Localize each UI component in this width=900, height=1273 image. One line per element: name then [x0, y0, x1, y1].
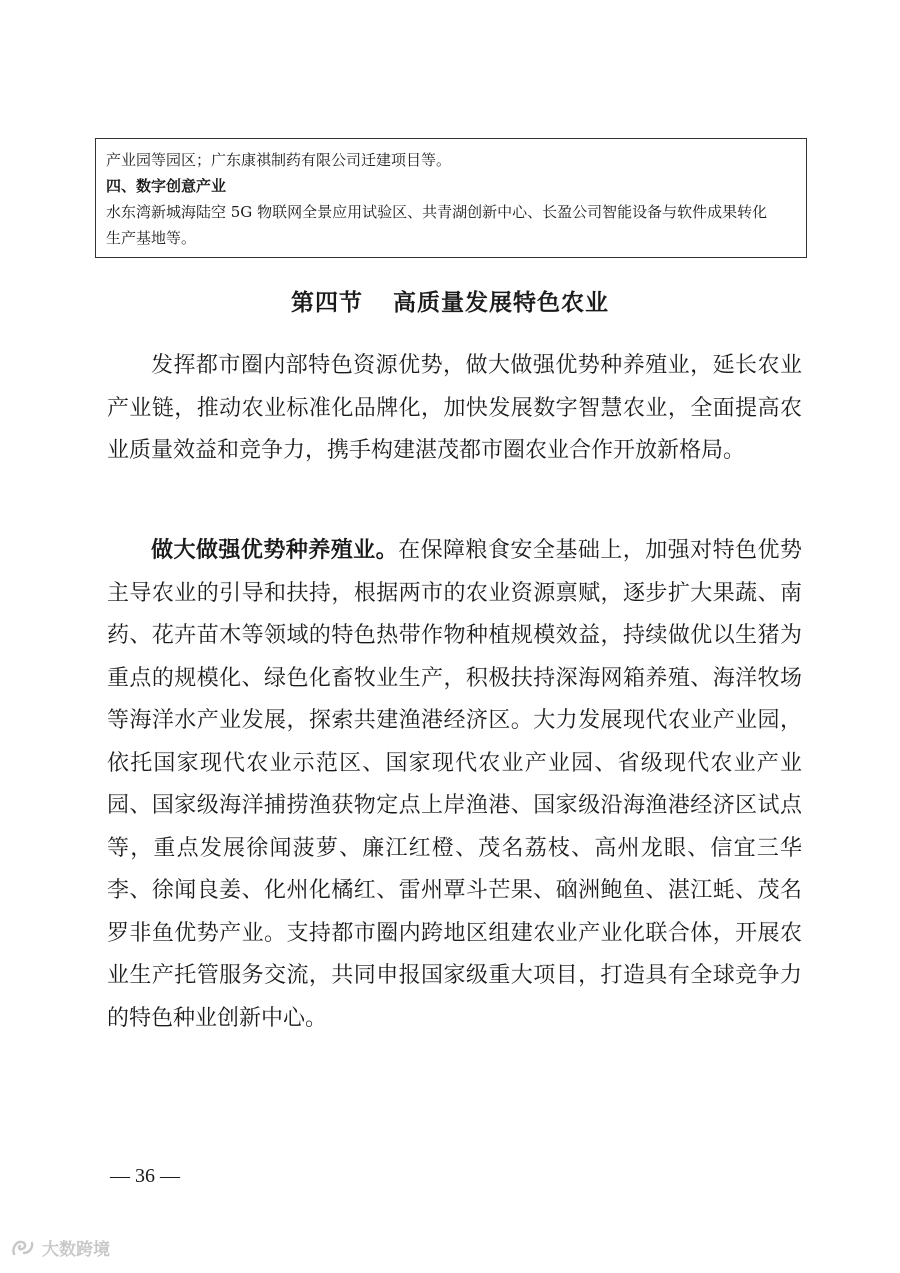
watermark-text: 大数跨境 [42, 1240, 110, 1260]
box-heading: 四、数字创意产业 [106, 177, 227, 195]
page-number: — 36 — [110, 1165, 180, 1187]
section-number: 第四节 [291, 290, 363, 316]
body-paragraph: 发挥都市圈内部特色资源优势，做大做强优势种养殖业，延长农业产业链，推动农业标准化品牌化，加快发展数字智慧农业，全面提高农业质量效益和竞争力，携手构建湛茂都市圈农业合作开放新格局。 [107, 353, 802, 463]
paragraph-lead: 做大做强优势种养殖业。 [151, 538, 399, 563]
project-list-box [95, 138, 807, 258]
box-line: 产业园等园区；广东康祺制药有限公司迁建项目等。 [106, 151, 452, 169]
section-title [0, 284, 900, 317]
box-line: 生产基地等。 [106, 229, 197, 247]
watermark [10, 1235, 110, 1260]
body-paragraph [107, 530, 802, 1040]
paragraph-body: 在保障粮食安全基础上，加强对特色优势主导农业的引导和扶持，根据两市的农业资源禀赋，逐步扩大果蔬、南药、花卉苗木等领域的特色热带作物种植规模效益，持续做优以生猪为重点的规模化、绿色化畜牧业生产，积极扶持深海网箱养殖、海洋牧场等海洋水产业发展，探索共建渔港经济区。大力发展现代农业产业园，依托国家现代农业示范区、国家现代农业产业园、省级现代农业产业园、国家级海洋捕捞渔获物定点上岸渔港、国家级沿海渔港经济区试点等，重点发展徐闻菠萝、廉江红橙、茂名荔枝、高州龙眼、信宜三华李、徐闻良姜、化州化橘红、雷州覃斗芒果、硇洲鲍鱼、湛江蚝、茂名罗非鱼优势产业。支持都市圈内跨地区组建农业产业化联合体，开展农业生产托管服务交流，共同申报国家级重大项目，打造具有全球竞争力的特色种业创新中心。 [107, 538, 802, 1031]
section-heading: 高质量发展特色农业 [393, 290, 609, 316]
box-line: 水东湾新城海陆空 5G 物联网全景应用试验区、共青湖创新中心、长盈公司智能设备与软件成果转化 [106, 203, 768, 221]
brand-logo-icon [10, 1238, 36, 1258]
